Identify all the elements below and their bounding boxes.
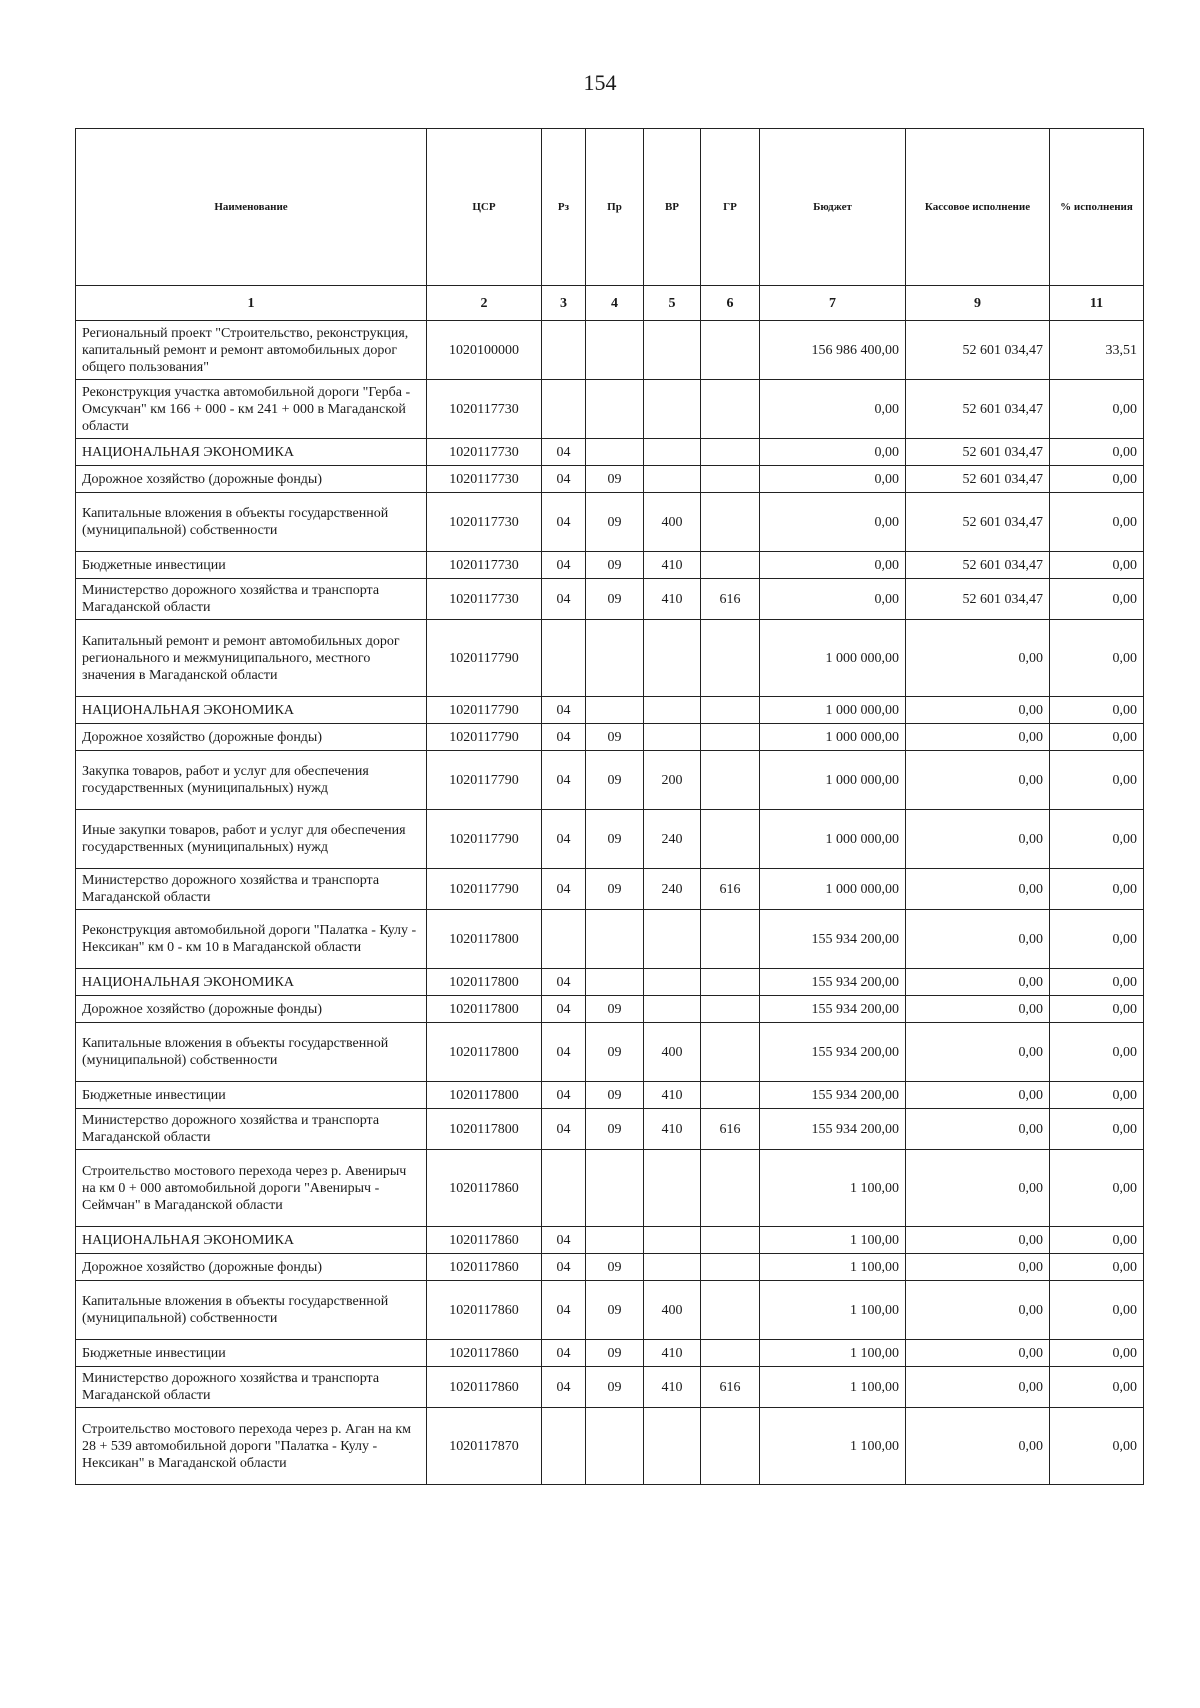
row-gr: [701, 910, 760, 969]
row-execution-percent: 0,00: [1050, 1367, 1144, 1408]
row-csr: 1020117790: [427, 751, 542, 810]
row-cash-execution: 0,00: [906, 1109, 1050, 1150]
row-csr: 1020117730: [427, 552, 542, 579]
header-csr: ЦСР: [427, 129, 542, 286]
row-cash-execution: 52 601 034,47: [906, 439, 1050, 466]
table-row: [76, 1023, 1144, 1082]
row-pr: [586, 969, 644, 996]
row-execution-percent: 0,00: [1050, 1150, 1144, 1227]
row-budget: 1 100,00: [760, 1281, 906, 1340]
row-name: Министерство дорожного хозяйства и транспорта Магаданской области: [76, 1367, 427, 1408]
row-gr: [701, 1340, 760, 1367]
budget-execution-table: [75, 128, 1144, 1485]
column-number: 3: [542, 286, 586, 321]
row-pr: [586, 380, 644, 439]
row-budget: 1 000 000,00: [760, 724, 906, 751]
row-vr: 200: [644, 751, 701, 810]
row-budget: 1 000 000,00: [760, 869, 906, 910]
row-cash-execution: 0,00: [906, 751, 1050, 810]
row-gr: 616: [701, 1367, 760, 1408]
column-number: 2: [427, 286, 542, 321]
row-name: Капитальные вложения в объекты государственной (муниципальной) собственности: [76, 1023, 427, 1082]
row-pr: 09: [586, 1254, 644, 1281]
header-cash-execution: Кассовое исполнение: [906, 129, 1050, 286]
row-cash-execution: 52 601 034,47: [906, 466, 1050, 493]
row-cash-execution: 52 601 034,47: [906, 380, 1050, 439]
row-cash-execution: 0,00: [906, 1082, 1050, 1109]
table-row: [76, 751, 1144, 810]
row-csr: 1020117730: [427, 579, 542, 620]
row-gr: [701, 321, 760, 380]
row-budget: 1 000 000,00: [760, 810, 906, 869]
row-vr: [644, 910, 701, 969]
row-vr: 410: [644, 1340, 701, 1367]
row-vr: [644, 697, 701, 724]
row-cash-execution: 0,00: [906, 1367, 1050, 1408]
row-execution-percent: 0,00: [1050, 697, 1144, 724]
row-pr: [586, 439, 644, 466]
row-gr: [701, 1082, 760, 1109]
row-execution-percent: 0,00: [1050, 1281, 1144, 1340]
row-csr: 1020117790: [427, 724, 542, 751]
row-cash-execution: 0,00: [906, 1281, 1050, 1340]
row-rz: 04: [542, 969, 586, 996]
row-budget: 0,00: [760, 380, 906, 439]
row-rz: 04: [542, 439, 586, 466]
row-budget: 1 100,00: [760, 1340, 906, 1367]
row-vr: [644, 1227, 701, 1254]
row-pr: 09: [586, 724, 644, 751]
row-rz: [542, 910, 586, 969]
row-name: Реконструкция автомобильной дороги "Палатка - Кулу - Нексикан" км 0 - км 10 в Магаданской области: [76, 910, 427, 969]
row-pr: 09: [586, 869, 644, 910]
row-cash-execution: 52 601 034,47: [906, 321, 1050, 380]
table-row: [76, 1254, 1144, 1281]
row-csr: 1020117790: [427, 620, 542, 697]
row-gr: [701, 1227, 760, 1254]
table-row: [76, 1281, 1144, 1340]
row-vr: [644, 466, 701, 493]
row-gr: 616: [701, 1109, 760, 1150]
row-execution-percent: 0,00: [1050, 751, 1144, 810]
row-rz: [542, 1150, 586, 1227]
row-vr: [644, 724, 701, 751]
table-row: [76, 1082, 1144, 1109]
column-number-row: [76, 286, 1144, 321]
row-budget: 1 100,00: [760, 1227, 906, 1254]
row-pr: 09: [586, 552, 644, 579]
row-rz: 04: [542, 996, 586, 1023]
row-vr: 400: [644, 1281, 701, 1340]
column-number: 5: [644, 286, 701, 321]
row-cash-execution: 52 601 034,47: [906, 493, 1050, 552]
header-budget: Бюджет: [760, 129, 906, 286]
row-gr: [701, 1023, 760, 1082]
row-gr: [701, 380, 760, 439]
row-budget: 1 000 000,00: [760, 751, 906, 810]
table-row: [76, 493, 1144, 552]
row-pr: 09: [586, 1023, 644, 1082]
row-vr: 410: [644, 1109, 701, 1150]
row-execution-percent: 0,00: [1050, 1023, 1144, 1082]
header-pr: Пр: [586, 129, 644, 286]
row-rz: 04: [542, 552, 586, 579]
row-pr: [586, 620, 644, 697]
row-budget: 156 986 400,00: [760, 321, 906, 380]
row-rz: [542, 321, 586, 380]
table-row: [76, 996, 1144, 1023]
row-vr: [644, 996, 701, 1023]
row-csr: 1020117800: [427, 1109, 542, 1150]
row-rz: 04: [542, 1109, 586, 1150]
row-rz: 04: [542, 1227, 586, 1254]
row-execution-percent: 0,00: [1050, 996, 1144, 1023]
row-pr: 09: [586, 579, 644, 620]
row-pr: 09: [586, 1082, 644, 1109]
row-budget: 1 100,00: [760, 1150, 906, 1227]
row-pr: 09: [586, 493, 644, 552]
row-gr: [701, 697, 760, 724]
row-pr: 09: [586, 1340, 644, 1367]
table-row: [76, 466, 1144, 493]
row-pr: [586, 1150, 644, 1227]
row-vr: 410: [644, 1082, 701, 1109]
row-rz: [542, 1408, 586, 1485]
table-row: [76, 810, 1144, 869]
row-gr: [701, 466, 760, 493]
header-execution-percent: % исполнения: [1050, 129, 1144, 286]
row-rz: [542, 620, 586, 697]
row-gr: 616: [701, 869, 760, 910]
row-budget: 0,00: [760, 493, 906, 552]
row-budget: 0,00: [760, 552, 906, 579]
row-vr: [644, 1254, 701, 1281]
row-budget: 155 934 200,00: [760, 1082, 906, 1109]
row-csr: 1020117800: [427, 1082, 542, 1109]
row-execution-percent: 0,00: [1050, 1227, 1144, 1254]
row-cash-execution: 0,00: [906, 996, 1050, 1023]
row-csr: 1020117800: [427, 910, 542, 969]
row-vr: [644, 969, 701, 996]
row-execution-percent: 0,00: [1050, 724, 1144, 751]
row-csr: 1020117730: [427, 380, 542, 439]
row-execution-percent: 0,00: [1050, 1408, 1144, 1485]
row-name: НАЦИОНАЛЬНАЯ ЭКОНОМИКА: [76, 969, 427, 996]
table-row: [76, 620, 1144, 697]
row-vr: [644, 1408, 701, 1485]
row-gr: [701, 1254, 760, 1281]
row-execution-percent: 0,00: [1050, 493, 1144, 552]
row-name: Министерство дорожного хозяйства и транспорта Магаданской области: [76, 579, 427, 620]
row-budget: 1 000 000,00: [760, 620, 906, 697]
row-vr: [644, 321, 701, 380]
row-name: НАЦИОНАЛЬНАЯ ЭКОНОМИКА: [76, 1227, 427, 1254]
row-execution-percent: 0,00: [1050, 1340, 1144, 1367]
row-rz: 04: [542, 751, 586, 810]
row-pr: 09: [586, 996, 644, 1023]
row-budget: 155 934 200,00: [760, 1023, 906, 1082]
row-vr: 410: [644, 552, 701, 579]
row-gr: [701, 810, 760, 869]
row-cash-execution: 0,00: [906, 810, 1050, 869]
row-budget: 1 100,00: [760, 1408, 906, 1485]
row-execution-percent: 0,00: [1050, 1082, 1144, 1109]
row-rz: 04: [542, 697, 586, 724]
header-name: Наименование: [76, 129, 427, 286]
row-cash-execution: 0,00: [906, 620, 1050, 697]
row-rz: 04: [542, 1023, 586, 1082]
row-execution-percent: 0,00: [1050, 466, 1144, 493]
column-number: 9: [906, 286, 1050, 321]
row-name: Министерство дорожного хозяйства и транспорта Магаданской области: [76, 1109, 427, 1150]
column-number: 1: [76, 286, 427, 321]
row-execution-percent: 0,00: [1050, 552, 1144, 579]
row-execution-percent: 0,00: [1050, 439, 1144, 466]
row-cash-execution: 0,00: [906, 1340, 1050, 1367]
row-pr: 09: [586, 1367, 644, 1408]
row-pr: 09: [586, 466, 644, 493]
row-pr: [586, 910, 644, 969]
row-gr: [701, 493, 760, 552]
row-rz: 04: [542, 1340, 586, 1367]
table-row: [76, 321, 1144, 380]
row-budget: 0,00: [760, 466, 906, 493]
row-pr: 09: [586, 810, 644, 869]
row-rz: 04: [542, 724, 586, 751]
page-number: 154: [583, 70, 617, 95]
column-number: 6: [701, 286, 760, 321]
row-csr: 1020117800: [427, 969, 542, 996]
row-csr: 1020117790: [427, 810, 542, 869]
row-execution-percent: 0,00: [1050, 869, 1144, 910]
row-name: НАЦИОНАЛЬНАЯ ЭКОНОМИКА: [76, 439, 427, 466]
row-vr: 240: [644, 869, 701, 910]
row-name: Дорожное хозяйство (дорожные фонды): [76, 996, 427, 1023]
table-row: [76, 552, 1144, 579]
row-name: Дорожное хозяйство (дорожные фонды): [76, 724, 427, 751]
column-number: 7: [760, 286, 906, 321]
table-row: [76, 1227, 1144, 1254]
row-rz: 04: [542, 869, 586, 910]
table-row: [76, 869, 1144, 910]
row-name: Реконструкция участка автомобильной дороги "Герба - Омсукчан" км 166 + 000 - км 241 + 000 в Магаданской области: [76, 380, 427, 439]
row-gr: [701, 552, 760, 579]
row-csr: 1020117860: [427, 1254, 542, 1281]
row-gr: [701, 439, 760, 466]
row-pr: [586, 697, 644, 724]
row-gr: [701, 996, 760, 1023]
row-gr: [701, 724, 760, 751]
row-execution-percent: 0,00: [1050, 579, 1144, 620]
row-execution-percent: 33,51: [1050, 321, 1144, 380]
row-execution-percent: 0,00: [1050, 1254, 1144, 1281]
table-row: [76, 1367, 1144, 1408]
row-name: Региональный проект "Строительство, реконструкция, капитальный ремонт и ремонт автомобильных дорог общего пользования": [76, 321, 427, 380]
row-cash-execution: 0,00: [906, 969, 1050, 996]
row-cash-execution: 0,00: [906, 724, 1050, 751]
row-csr: 1020117860: [427, 1340, 542, 1367]
row-pr: [586, 1227, 644, 1254]
column-number: 11: [1050, 286, 1144, 321]
table-row: [76, 1408, 1144, 1485]
row-cash-execution: 0,00: [906, 869, 1050, 910]
row-cash-execution: 0,00: [906, 1254, 1050, 1281]
row-vr: 410: [644, 579, 701, 620]
row-pr: 09: [586, 1281, 644, 1340]
row-pr: 09: [586, 751, 644, 810]
row-budget: 155 934 200,00: [760, 910, 906, 969]
row-name: Бюджетные инвестиции: [76, 1082, 427, 1109]
row-csr: 1020117860: [427, 1150, 542, 1227]
row-gr: [701, 1150, 760, 1227]
row-vr: 400: [644, 1023, 701, 1082]
row-pr: 09: [586, 1109, 644, 1150]
row-execution-percent: 0,00: [1050, 620, 1144, 697]
row-vr: [644, 620, 701, 697]
row-execution-percent: 0,00: [1050, 810, 1144, 869]
table-row: [76, 380, 1144, 439]
row-gr: [701, 1408, 760, 1485]
header-gr: ГР: [701, 129, 760, 286]
row-vr: 400: [644, 493, 701, 552]
row-execution-percent: 0,00: [1050, 380, 1144, 439]
row-vr: 240: [644, 810, 701, 869]
row-cash-execution: 0,00: [906, 1408, 1050, 1485]
row-name: Дорожное хозяйство (дорожные фонды): [76, 1254, 427, 1281]
table-row: [76, 724, 1144, 751]
row-csr: 1020117790: [427, 697, 542, 724]
row-csr: 1020117730: [427, 439, 542, 466]
row-csr: 1020100000: [427, 321, 542, 380]
row-rz: [542, 380, 586, 439]
row-gr: [701, 751, 760, 810]
row-name: Иные закупки товаров, работ и услуг для обеспечения государственных (муниципальных) нужд: [76, 810, 427, 869]
table-row: [76, 697, 1144, 724]
row-rz: 04: [542, 493, 586, 552]
row-name: Капитальные вложения в объекты государственной (муниципальной) собственности: [76, 1281, 427, 1340]
row-csr: 1020117870: [427, 1408, 542, 1485]
row-name: Дорожное хозяйство (дорожные фонды): [76, 466, 427, 493]
row-name: Капитальные вложения в объекты государственной (муниципальной) собственности: [76, 493, 427, 552]
row-pr: [586, 321, 644, 380]
row-rz: 04: [542, 466, 586, 493]
row-cash-execution: 0,00: [906, 1023, 1050, 1082]
table-row: [76, 1150, 1144, 1227]
row-name: НАЦИОНАЛЬНАЯ ЭКОНОМИКА: [76, 697, 427, 724]
row-csr: 1020117790: [427, 869, 542, 910]
row-csr: 1020117860: [427, 1367, 542, 1408]
row-budget: 1 100,00: [760, 1367, 906, 1408]
row-gr: [701, 1281, 760, 1340]
row-pr: [586, 1408, 644, 1485]
row-budget: 155 934 200,00: [760, 969, 906, 996]
row-rz: 04: [542, 579, 586, 620]
column-number: 4: [586, 286, 644, 321]
row-name: Закупка товаров, работ и услуг для обеспечения государственных (муниципальных) нужд: [76, 751, 427, 810]
row-budget: 1 100,00: [760, 1254, 906, 1281]
row-csr: 1020117730: [427, 493, 542, 552]
row-rz: 04: [542, 1082, 586, 1109]
row-vr: [644, 439, 701, 466]
row-vr: [644, 1150, 701, 1227]
row-csr: 1020117800: [427, 1023, 542, 1082]
row-csr: 1020117800: [427, 996, 542, 1023]
row-vr: [644, 380, 701, 439]
row-budget: 0,00: [760, 439, 906, 466]
row-execution-percent: 0,00: [1050, 910, 1144, 969]
table-row: [76, 579, 1144, 620]
table-row: [76, 1340, 1144, 1367]
table-row: [76, 439, 1144, 466]
row-gr: [701, 969, 760, 996]
row-name: Министерство дорожного хозяйства и транспорта Магаданской области: [76, 869, 427, 910]
row-rz: 04: [542, 1254, 586, 1281]
row-vr: 410: [644, 1367, 701, 1408]
row-cash-execution: 52 601 034,47: [906, 579, 1050, 620]
header-vr: ВР: [644, 129, 701, 286]
row-name: Строительство мостового перехода через р. Авенирыч на км 0 + 000 автомобильной дороги "Авенирыч - Сеймчан" в Магаданской области: [76, 1150, 427, 1227]
row-budget: 155 934 200,00: [760, 996, 906, 1023]
row-csr: 1020117860: [427, 1227, 542, 1254]
row-gr: 616: [701, 579, 760, 620]
row-gr: [701, 620, 760, 697]
row-cash-execution: 0,00: [906, 1150, 1050, 1227]
row-csr: 1020117860: [427, 1281, 542, 1340]
row-cash-execution: 0,00: [906, 910, 1050, 969]
row-name: Строительство мостового перехода через р. Аган на км 28 + 539 автомобильной дороги "Палатка - Кулу - Нексикан" в Магаданской области: [76, 1408, 427, 1485]
row-budget: 0,00: [760, 579, 906, 620]
row-rz: 04: [542, 1367, 586, 1408]
row-execution-percent: 0,00: [1050, 1109, 1144, 1150]
table-row: [76, 910, 1144, 969]
row-execution-percent: 0,00: [1050, 969, 1144, 996]
row-budget: 1 000 000,00: [760, 697, 906, 724]
row-name: Бюджетные инвестиции: [76, 552, 427, 579]
row-cash-execution: 0,00: [906, 1227, 1050, 1254]
row-rz: 04: [542, 1281, 586, 1340]
row-budget: 155 934 200,00: [760, 1109, 906, 1150]
header-row: [76, 129, 1144, 286]
table-row: [76, 969, 1144, 996]
row-cash-execution: 0,00: [906, 697, 1050, 724]
table-row: [76, 1109, 1144, 1150]
row-name: Капитальный ремонт и ремонт автомобильных дорог регионального и межмуниципального, местного значения в Магаданской области: [76, 620, 427, 697]
row-name: Бюджетные инвестиции: [76, 1340, 427, 1367]
row-rz: 04: [542, 810, 586, 869]
header-rz: Рз: [542, 129, 586, 286]
row-csr: 1020117730: [427, 466, 542, 493]
row-cash-execution: 52 601 034,47: [906, 552, 1050, 579]
